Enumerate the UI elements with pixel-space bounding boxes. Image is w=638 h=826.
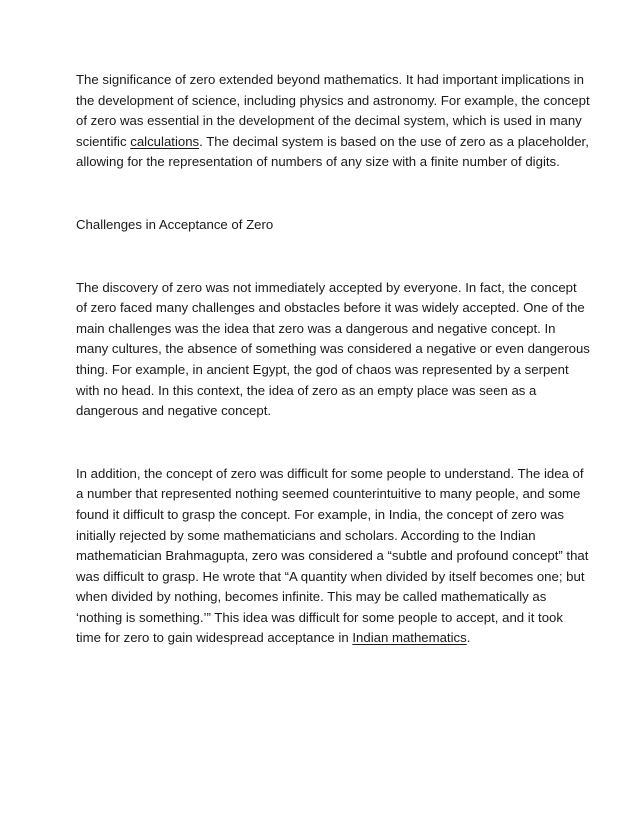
paragraph-line: The significance of zero extended beyond mathematics. It had important implications in <box>76 72 584 87</box>
indian-mathematics-link[interactable]: Indian mathematics <box>352 630 467 646</box>
paragraph-line: the development of science, including physics and astronomy. For example, the concept <box>76 92 590 108</box>
paragraph-line: mathematician Brahmagupta, zero was considered a “subtle and profound concept” that <box>76 548 589 564</box>
paragraph-line: ‘nothing is something.’” This idea was difficult for some people to accept, and it took <box>76 609 563 625</box>
paragraph-discovery <box>76 278 590 422</box>
paragraph-line: a number that represented nothing seemed counterintuitive to many people, and some <box>76 486 581 502</box>
paragraph-line: thing. For example, in ancient Egypt, the god of chaos was represented by a serpent <box>76 361 569 377</box>
paragraph-line <box>76 132 589 153</box>
paragraph-line: The discovery of zero was not immediately accepted by everyone. In fact, the concept <box>76 279 577 295</box>
calculations-link[interactable]: calculations <box>130 133 200 149</box>
paragraph-line: allowing for the representation of numbers of any size with a finite number of digits. <box>76 154 560 170</box>
section-heading: Challenges in Acceptance of Zero <box>76 216 274 232</box>
paragraph-line: In addition, the concept of zero was difficult for some people to understand. The idea of <box>76 465 584 481</box>
paragraph-line: was difficult to grasp. He wrote that “A quantity when divided by itself becomes one; but <box>76 568 585 584</box>
paragraph-line: of zero faced many challenges and obstacles before it was widely accepted. One of the <box>76 300 585 316</box>
paragraph-line: dangerous and negative concept. <box>76 403 272 419</box>
line-text: . <box>466 630 471 646</box>
paragraph-line: main challenges was the idea that zero was a dangerous and negative concept. In <box>76 320 556 336</box>
document-page <box>76 70 590 649</box>
paragraph-line: initially rejected by some mathematicians and scholars. According to the Indian <box>76 527 536 543</box>
paragraph-line: when divided by nothing, becomes infinite. This may be called mathematically as <box>76 589 547 605</box>
paragraph-line: with no head. In this context, the idea of zero as an empty place was seen as a <box>76 382 537 398</box>
paragraph-line: many cultures, the absence of something was considered a negative or even dangerous <box>76 341 590 357</box>
line-text: scientific <box>76 133 131 149</box>
paragraph-line: found it difficult to grasp the concept. For example, in India, the concept of zero was <box>76 506 564 522</box>
paragraph-difficulty <box>76 464 589 649</box>
paragraph-line <box>76 628 572 649</box>
paragraph-line: of zero was essential in the development of the decimal system, which is used in many <box>76 113 582 129</box>
line-text: . The decimal system is based on the use of zero as a placeholder, <box>199 133 589 149</box>
paragraph-significance <box>76 70 590 173</box>
line-text: time for zero to gain widespread acceptance in <box>76 630 353 646</box>
